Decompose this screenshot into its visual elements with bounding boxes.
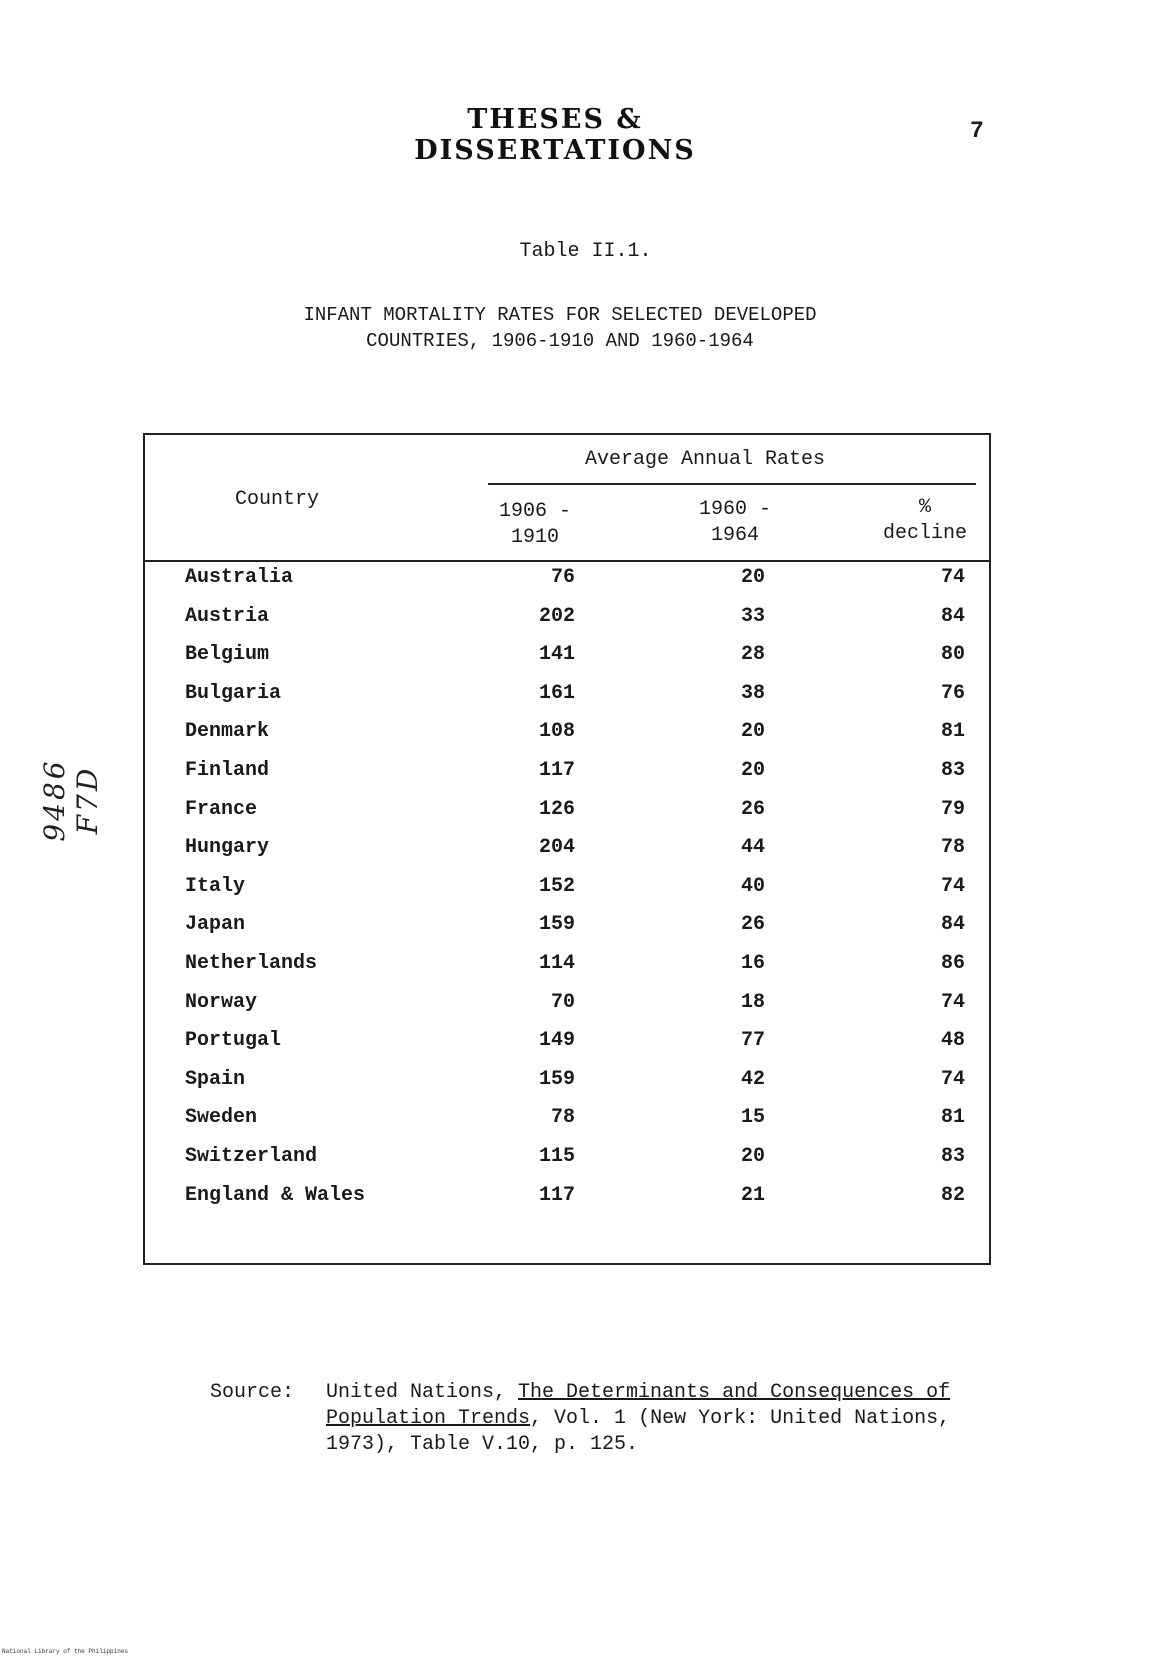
country-cell: Bulgaria [185, 681, 282, 705]
percent-decline-cell: 74 [940, 990, 965, 1014]
rate-1906-1910-cell: 117 [538, 1183, 575, 1207]
rate-1906-1910-cell: 159 [538, 913, 575, 937]
table-row [145, 951, 993, 989]
header-rule [145, 560, 989, 562]
group-header-average-annual-rates: Average Annual Rates [585, 448, 826, 471]
table-row [145, 990, 993, 1028]
rate-1960-1964-cell: 18 [740, 990, 765, 1014]
percent-decline-cell: 81 [940, 1106, 965, 1130]
percent-decline-cell: 74 [940, 1067, 965, 1091]
percent-decline-cell: 76 [940, 681, 965, 705]
rate-1906-1910-cell: 108 [538, 720, 575, 744]
table-row [145, 1067, 993, 1105]
percent-decline-cell: 84 [940, 913, 965, 937]
group-header-rule [488, 483, 976, 485]
column-header-percent-decline: % decline [882, 496, 967, 545]
percent-decline-cell: 81 [940, 720, 965, 744]
table-row [145, 874, 993, 912]
book-title-part-1: The Determinants and Consequences of [518, 1381, 951, 1404]
column-header-1960-1964: 1960 - 1964 [698, 498, 771, 547]
rate-1906-1910-cell: 152 [538, 874, 575, 898]
rate-1960-1964-cell: 20 [740, 566, 765, 589]
table-row [145, 565, 993, 603]
percent-decline-cell: 80 [940, 643, 965, 667]
rate-1906-1910-cell: 115 [538, 1145, 575, 1168]
rate-1906-1910-cell: 117 [538, 759, 575, 782]
source-citation: United Nations, The Determinants and Consequences of Population Trends, Vol. 1 (New York: United Nations, 1973), Table V.10, p. 125. [326, 1381, 951, 1456]
country-cell: England & Wales [185, 1183, 366, 1207]
country-cell: Australia [185, 566, 294, 589]
rate-1906-1910-cell: 114 [538, 952, 575, 975]
percent-decline-cell: 74 [940, 874, 965, 898]
percent-decline-cell: 84 [940, 604, 965, 628]
rate-1960-1964-cell: 16 [740, 952, 765, 975]
table-row [145, 835, 993, 873]
table-row [145, 758, 993, 796]
table-row [145, 912, 993, 950]
rate-1906-1910-cell: 78 [550, 1106, 575, 1130]
rate-1906-1910-cell: 141 [538, 643, 575, 667]
table-row [145, 797, 993, 835]
rate-1906-1910-cell: 126 [538, 797, 575, 821]
rate-1960-1964-cell: 20 [740, 759, 765, 782]
table-row [145, 1028, 993, 1066]
percent-decline-cell: 48 [940, 1029, 965, 1053]
table-row [145, 642, 993, 680]
table-row [145, 1105, 993, 1143]
rate-1906-1910-cell: 202 [538, 604, 575, 628]
rate-1960-1964-cell: 21 [740, 1183, 765, 1207]
table-row [145, 604, 993, 642]
rate-1906-1910-cell: 204 [538, 836, 575, 860]
country-cell: France [185, 797, 258, 821]
library-footer: National Library of the Philippines [2, 1648, 129, 1655]
source-label: Source: [210, 1381, 295, 1404]
rate-1960-1964-cell: 20 [740, 720, 765, 744]
rate-1960-1964-cell: 42 [740, 1067, 765, 1091]
country-cell: Denmark [185, 720, 270, 744]
percent-decline-cell: 83 [940, 1145, 965, 1168]
percent-decline-cell: 83 [940, 759, 965, 782]
country-cell: Sweden [185, 1106, 258, 1130]
country-cell: Austria [185, 604, 270, 628]
rate-1960-1964-cell: 26 [740, 913, 765, 937]
rate-1906-1910-cell: 70 [550, 990, 575, 1014]
country-cell: Finland [185, 759, 270, 782]
table-label: Table II.1. [519, 240, 652, 263]
country-cell: Hungary [185, 836, 270, 860]
country-cell: Spain [185, 1067, 246, 1091]
rate-1960-1964-cell: 77 [740, 1029, 765, 1053]
country-cell: Portugal [185, 1029, 282, 1053]
table-title-line-2: COUNTRIES, 1906-1910 AND 1960-1964 [366, 330, 754, 352]
rate-1960-1964-cell: 20 [740, 1145, 765, 1168]
column-header-1906-1910: 1906 - 1910 [498, 500, 571, 549]
rate-1960-1964-cell: 15 [740, 1106, 765, 1130]
rate-1906-1910-cell: 159 [538, 1067, 575, 1091]
country-cell: Switzerland [185, 1145, 318, 1168]
book-title-part-2: Population Trends [326, 1407, 531, 1430]
country-cell: Italy [185, 874, 246, 898]
handwritten-call-number: 9486 F7D [38, 758, 104, 842]
mortality-table [143, 433, 991, 1265]
rate-1906-1910-cell: 161 [538, 681, 575, 705]
country-cell: Netherlands [185, 952, 318, 975]
rate-1906-1910-cell: 149 [538, 1029, 575, 1053]
percent-decline-cell: 78 [940, 836, 965, 860]
country-cell: Japan [185, 913, 246, 937]
rate-1960-1964-cell: 28 [740, 643, 765, 667]
rate-1960-1964-cell: 44 [740, 836, 765, 860]
percent-decline-cell: 79 [940, 797, 965, 821]
table-title-line-1: INFANT MORTALITY RATES FOR SELECTED DEVELOPED [303, 304, 817, 326]
percent-decline-cell: 86 [940, 952, 965, 975]
rate-1960-1964-cell: 38 [740, 681, 765, 705]
table-row [145, 719, 993, 757]
theses-dissertations-stamp: THESES & DISSERTATIONS [414, 104, 696, 166]
table-row [145, 681, 993, 719]
table-row [145, 1144, 993, 1182]
column-header-country: Country [235, 488, 320, 511]
rate-1906-1910-cell: 76 [550, 566, 575, 589]
country-cell: Norway [185, 990, 258, 1014]
table-row [145, 1183, 993, 1221]
page-number: 7 [970, 118, 984, 144]
rate-1960-1964-cell: 33 [740, 604, 765, 628]
country-cell: Belgium [185, 643, 270, 667]
percent-decline-cell: 82 [940, 1183, 965, 1207]
rate-1960-1964-cell: 26 [740, 797, 765, 821]
rate-1960-1964-cell: 40 [740, 874, 765, 898]
percent-decline-cell: 74 [940, 566, 965, 589]
